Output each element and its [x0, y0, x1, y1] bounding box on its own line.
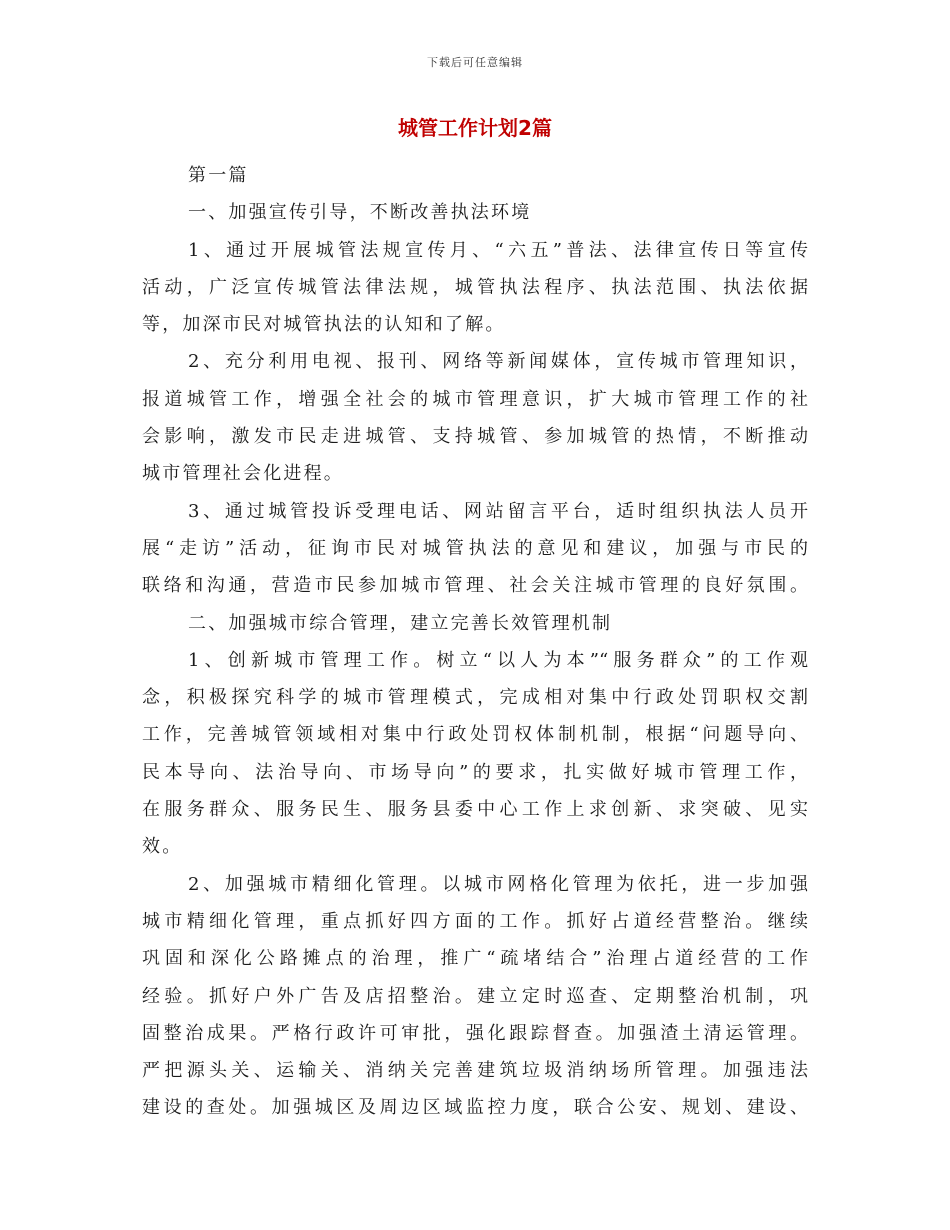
text-line: 报道城管工作，增强全社会的城市管理意识，扩大城市管理工作的社 [142, 388, 808, 410]
text-line: 2、充分利用电视、报刊、网络等新闻媒体，宣传城市管理知识， [188, 351, 808, 373]
text-line: 经验。抓好户外广告及店招整治。建立定时巡查、定期整治机制，巩 [142, 985, 808, 1007]
text-line: 严把源头关、运输关、消纳关完善建筑垃圾消纳场所管理。加强违法 [142, 1060, 808, 1082]
text-line: 展“走访”活动，征询市民对城管执法的意见和建议，加强与市民的 [142, 537, 808, 559]
text-line: 建设的查处。加强城区及周边区域监控力度，联合公安、规划、建设、 [142, 1097, 808, 1119]
text-line: 在服务群众、服务民生、服务县委中心工作上求创新、求突破、见实 [142, 799, 808, 821]
text-line: 固整治成果。严格行政许可审批，强化跟踪督查。加强渣土清运管理。 [142, 1022, 808, 1044]
text-line: 城市管理社会化进程。 [142, 463, 344, 485]
text-line: 等，加深市民对城管执法的认知和了解。 [142, 314, 506, 336]
text-line: 会影响，激发市民走进城管、支持城管、参加城管的热情，不断推动 [142, 426, 808, 448]
text-line: 2、加强城市精细化管理。以城市网格化管理为依托，进一步加强 [188, 873, 808, 895]
text-line: 效。 [142, 836, 183, 858]
text-line: 1、通过开展城管法规宣传月、“六五”普法、法律宣传日等宣传 [188, 239, 808, 261]
text-line: 一、加强宣传引导，不断改善执法环境 [188, 202, 532, 224]
text-line: 活动，广泛宣传城管法律法规，城管执法程序、执法范围、执法依据 [142, 276, 808, 298]
text-line: 第一篇 [188, 165, 249, 186]
text-line: 3、通过城管投诉受理电话、网站留言平台，适时组织执法人员开 [188, 500, 808, 522]
text-line: 念，积极探究科学的城市管理模式，完成相对集中行政处罚职权交割 [142, 687, 808, 709]
text-line: 工作，完善城管领域相对集中行政处罚权体制机制，根据“问题导向、 [142, 724, 808, 746]
text-line: 二、加强城市综合管理，建立完善长效管理机制 [188, 612, 613, 634]
text-line: 联络和沟通，营造市民参加城市管理、社会关注城市管理的良好氛围。 [142, 575, 808, 597]
document-title: 城管工作计划2篇 [398, 116, 552, 140]
text-line: 民本导向、法治导向、市场导向”的要求，扎实做好城市管理工作， [142, 761, 808, 783]
text-line: 巩固和深化公路摊点的治理，推广“疏堵结合”治理占道经营的工作 [142, 948, 808, 970]
download-note: 下载后可任意编辑 [427, 56, 523, 69]
text-line: 城市精细化管理，重点抓好四方面的工作。抓好占道经营整治。继续 [142, 910, 808, 932]
text-line: 1、创新城市管理工作。树立“以人为本”“服务群众”的工作观 [188, 649, 808, 671]
document-body [142, 157, 808, 1127]
